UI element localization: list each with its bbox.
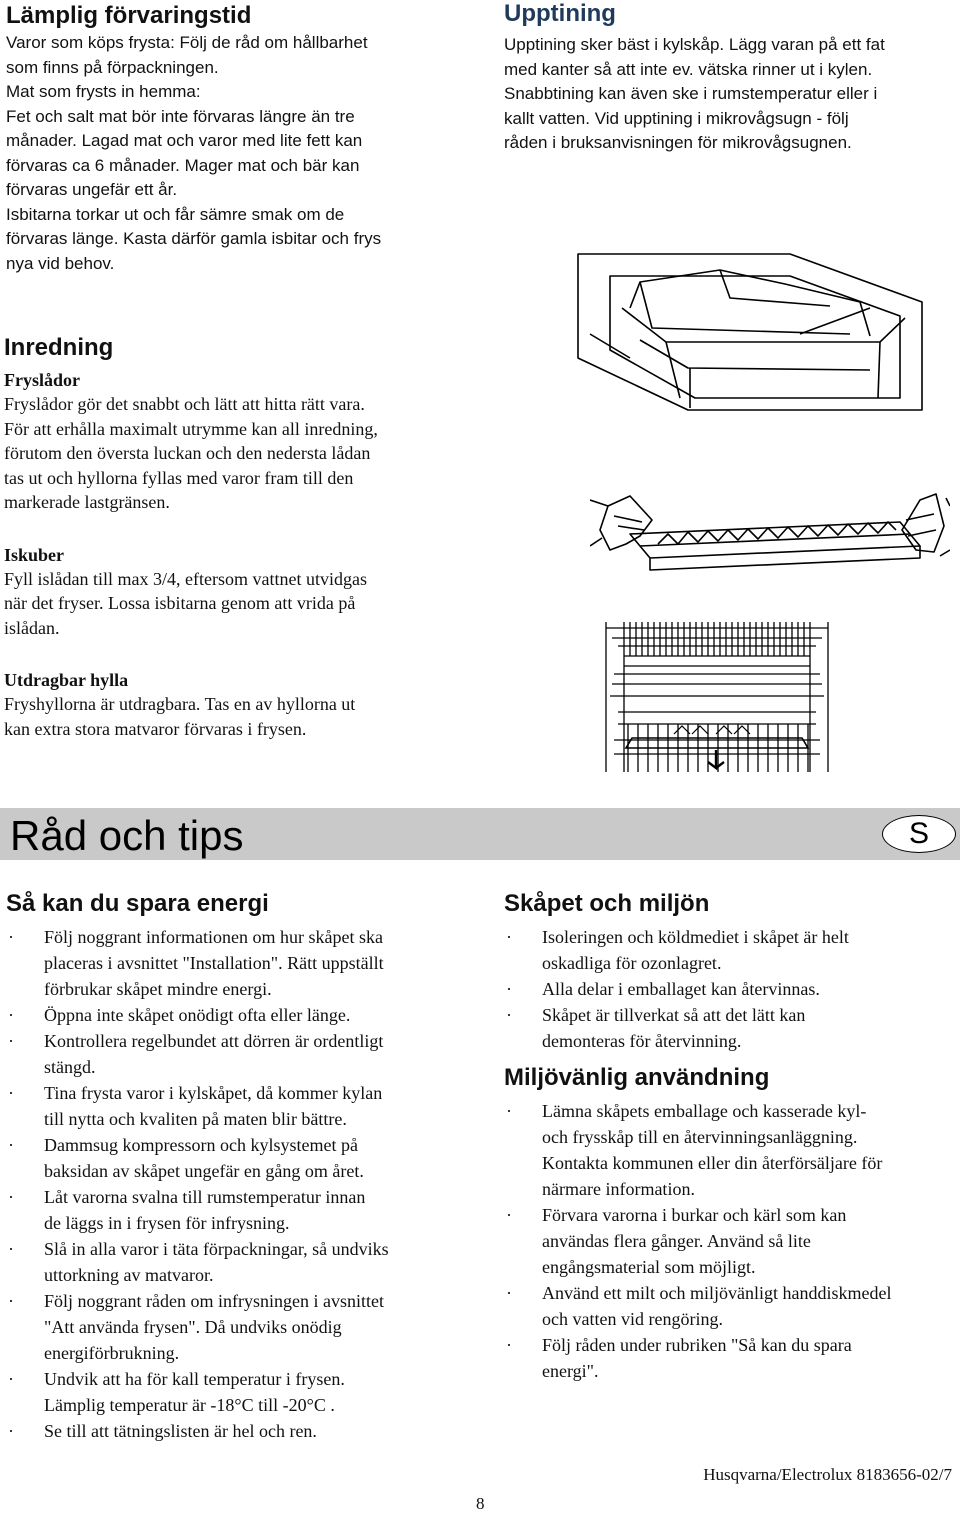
storage-text <box>6 31 476 276</box>
thawing-text <box>504 33 956 156</box>
line: användas flera gånger. Använd så lite <box>542 1231 811 1251</box>
list-item <box>504 1202 958 1280</box>
storage-title: Lämplig förvaringstid <box>6 2 252 29</box>
line: Lämplig temperatur är -18°C till -20°C . <box>44 1395 335 1415</box>
storage-line: Mat som frysts in hemma: <box>6 82 201 101</box>
drawers-line: För att erhålla maximalt utrymme kan all inredning, <box>4 418 378 439</box>
line: Undvik att ha för kall temperatur i frysen. <box>44 1369 345 1389</box>
document-reference: Husqvarna/Electrolux 8183656-02/7 <box>703 1465 952 1484</box>
line: placeras i avsnittet "Installation". Rätt uppställt <box>44 953 384 973</box>
interior-section <box>4 334 474 741</box>
drawers-line: förutom den översta luckan och den nedersta lådan <box>4 443 371 463</box>
drawers-block <box>4 368 474 515</box>
list-item <box>504 1098 958 1202</box>
line: Skåpet är tillverkat så att det lätt kan <box>542 1005 806 1025</box>
storage-line: förvaras länge. Kasta därför gamla isbitar och frys <box>6 229 382 248</box>
energy-title: Så kan du spara energi <box>6 890 269 917</box>
thawing-line: kallt vatten. Vid upptining i mikrovågsugn - följ <box>504 108 849 128</box>
ice-line: islådan. <box>4 617 60 638</box>
thawing-title: Upptining <box>504 0 616 27</box>
list-item <box>6 1288 476 1366</box>
line: förbrukar skåpet mindre energi. <box>44 979 272 999</box>
list-item <box>504 924 958 976</box>
energy-list <box>6 924 476 1444</box>
line: närmare information. <box>542 1179 695 1199</box>
list-item <box>504 976 958 1002</box>
line: demonteras för återvinning. <box>542 1031 742 1051</box>
thawing-line: Snabbtining kan även ske i rumstemperatur eller i <box>504 84 878 103</box>
storage-line: förvaras ca 6 månader. Mager mat och bär kan <box>6 155 360 175</box>
ice-tray-illustration <box>590 486 950 596</box>
shelf-line: kan extra stora matvaror förvaras i frysen. <box>4 718 307 739</box>
line: och frysskåp till en återvinningsanläggning. <box>542 1127 858 1147</box>
list-item <box>6 1080 476 1132</box>
line: Följ noggrant informationen om hur skåpet ska <box>44 927 383 947</box>
line: Låt varorna svalna till rumstemperatur innan <box>44 1187 366 1207</box>
line: "Att använda frysen". Då undviks onödig <box>44 1317 342 1337</box>
freezer-drawer-illustration <box>570 248 930 416</box>
storage-line: Varor som köps frysta: Följ de råd om hållbarhet <box>6 33 368 52</box>
line: Dammsug kompressorn och kylsystemet på <box>44 1135 358 1155</box>
interior-title: Inredning <box>4 334 114 361</box>
list-item <box>504 1332 958 1384</box>
list-item <box>6 1236 476 1288</box>
line: Kontrollera regelbundet att dörren är ordentligt <box>44 1031 384 1051</box>
storage-section <box>6 2 476 276</box>
storage-line: nya vid behov. <box>6 253 115 273</box>
line: baksidan av skåpet ungefär en gång om året. <box>44 1161 364 1181</box>
line: Följ noggrant råden om infrysningen i avsnittet <box>44 1291 384 1311</box>
shelf-illustration <box>604 622 830 772</box>
line: stängd. <box>44 1057 96 1077</box>
shelf-block <box>4 668 474 741</box>
thawing-section <box>504 0 956 156</box>
line: till nytta och kvaliten på maten blir bättre. <box>44 1109 347 1129</box>
thawing-line: med kanter så att inte ev. vätska rinner ut i kylen. <box>504 59 873 79</box>
ice-line: Fyll islådan till max 3/4, eftersom vattnet utvidgas <box>4 568 367 589</box>
thawing-line: råden i bruksanvisningen för mikrovågsugnen. <box>504 133 852 152</box>
line: engångsmaterial som möjligt. <box>542 1257 756 1277</box>
environment-title: Skåpet och miljön <box>504 890 710 917</box>
banner-title: Råd och tips <box>10 812 244 859</box>
line: Slå in alla varor i täta förpackningar, så undviks <box>44 1239 389 1259</box>
drawers-line: markerade lastgränsen. <box>4 492 170 512</box>
line: Isoleringen och köldmediet i skåpet är helt <box>542 927 849 947</box>
storage-line: förvaras ungefär ett år. <box>6 180 178 199</box>
drawers-heading: Fryslådor <box>4 370 80 390</box>
line: Förvara varorna i burkar och kärl som kan <box>542 1205 847 1225</box>
thawing-line: Upptining sker bäst i kylskåp. Lägg varan på ett fat <box>504 35 885 54</box>
section-banner <box>0 808 960 860</box>
line: oskadliga för ozonlagret. <box>542 953 722 973</box>
shelf-line: Fryshyllorna är utdragbara. Tas en av hyllorna ut <box>4 694 356 714</box>
list-item <box>6 1132 476 1184</box>
eco-use-list <box>504 1098 958 1384</box>
list-item <box>6 1184 476 1236</box>
environment-list <box>504 924 958 1054</box>
storage-line: Fet och salt mat bör inte förvaras längre än tre <box>6 106 355 126</box>
line: Öppna inte skåpet onödigt ofta eller länge. <box>44 1005 351 1025</box>
line: Kontakta kommunen eller din återförsäljare för <box>542 1153 883 1173</box>
ice-line: när det fryser. Lossa isbitarna genom att vrida på <box>4 593 356 613</box>
line: Följ råden under rubriken "Så kan du spara <box>542 1335 852 1355</box>
list-item <box>6 1028 476 1080</box>
list-item <box>6 1418 476 1444</box>
line: Använd ett milt och miljövänligt handdiskmedel <box>542 1283 892 1303</box>
line: energiförbrukning. <box>44 1343 180 1363</box>
environment-section <box>504 890 958 1384</box>
storage-line: som finns på förpackningen. <box>6 57 219 77</box>
list-item <box>6 924 476 1002</box>
shelf-heading: Utdragbar hylla <box>4 670 129 690</box>
line: energi". <box>542 1361 599 1381</box>
line: uttorkning av matvaror. <box>44 1265 214 1285</box>
storage-line: Isbitarna torkar ut och får sämre smak om de <box>6 204 345 224</box>
list-item <box>6 1366 476 1418</box>
page-number: 8 <box>476 1494 485 1513</box>
line: Se till att tätningslisten är hel och ren. <box>44 1421 317 1441</box>
language-badge: S <box>882 815 956 853</box>
line: de läggs in i frysen för infrysning. <box>44 1213 290 1233</box>
storage-line: månader. Lagad mat och varor med lite fett kan <box>6 131 363 150</box>
energy-section <box>6 890 476 1444</box>
list-item <box>6 1002 476 1028</box>
list-item <box>504 1280 958 1332</box>
line: Tina frysta varor i kylskåpet, då kommer kylan <box>44 1083 383 1103</box>
line: Lämna skåpets emballage och kasserade kyl- <box>542 1101 867 1121</box>
drawers-line: tas ut och hyllorna fyllas med varor fram till den <box>4 467 354 488</box>
line: och vatten vid rengöring. <box>542 1309 723 1329</box>
eco-use-title: Miljövänlig användning <box>504 1064 770 1091</box>
ice-block <box>4 543 474 641</box>
list-item <box>504 1002 958 1054</box>
drawers-line: Fryslådor gör det snabbt och lätt att hitta rätt vara. <box>4 394 365 414</box>
line: Alla delar i emballaget kan återvinnas. <box>542 979 820 999</box>
ice-heading: Iskuber <box>4 544 65 565</box>
